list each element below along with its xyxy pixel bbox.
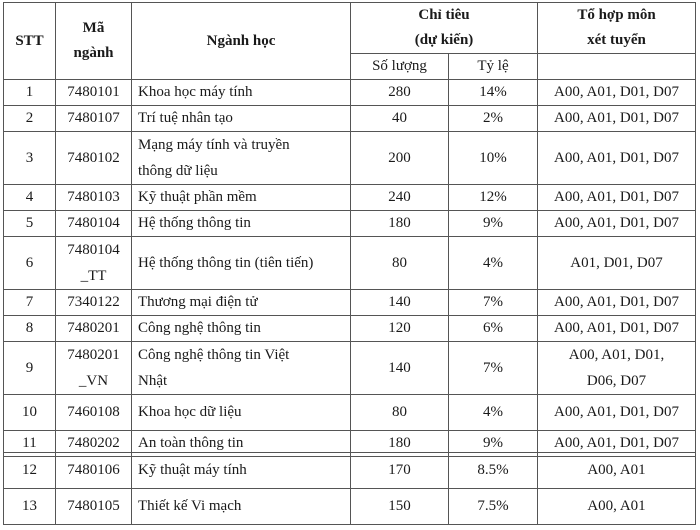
table-row [4, 342, 696, 395]
cell-stt: 9 [4, 342, 56, 395]
cell-ty-le: 10% [449, 132, 538, 185]
admissions-table [3, 2, 696, 457]
header-row [4, 3, 696, 54]
cell-nganh-hoc: Khoa học dữ liệu [132, 395, 351, 431]
cell-ty-le: 9% [449, 431, 538, 457]
cell-nganh-hoc: Thương mại điện tử [132, 290, 351, 316]
table-row [4, 453, 696, 489]
cell-so-luong: 140 [351, 290, 449, 316]
cell-ma-nganh: 7480105 [56, 489, 132, 525]
cell-to-hop: A00, A01 [538, 489, 696, 525]
cell-to-hop: A00, A01, D01, D07 [538, 290, 696, 316]
table-row [4, 237, 696, 290]
cell-to-hop: A00, A01, D01, D07 [538, 211, 696, 237]
cell-nganh-hoc: Khoa học máy tính [132, 80, 351, 106]
cell-ty-le: 12% [449, 185, 538, 211]
cell-stt: 4 [4, 185, 56, 211]
cell-ma-nganh: 7480102 [56, 132, 132, 185]
cell-to-hop: A00, A01, D01, D07 [538, 185, 696, 211]
cell-so-luong: 140 [351, 342, 449, 395]
cell-ty-le: 6% [449, 316, 538, 342]
cell-stt: 7 [4, 290, 56, 316]
cell-so-luong: 200 [351, 132, 449, 185]
cell-to-hop: A00, A01, D01, D07 [538, 106, 696, 132]
cell-stt: 13 [4, 489, 56, 525]
cell-so-luong: 180 [351, 211, 449, 237]
cell-ma-nganh: 7480101 [56, 80, 132, 106]
cell-nganh-hoc: Trí tuệ nhân tạo [132, 106, 351, 132]
table-row [4, 80, 696, 106]
cell-so-luong: 40 [351, 106, 449, 132]
cell-ty-le: 7% [449, 290, 538, 316]
cell-nganh-hoc: Công nghệ thông tin Việt Nhật [132, 342, 351, 395]
cell-ma-nganh: 7460108 [56, 395, 132, 431]
cell-stt: 12 [4, 453, 56, 489]
header-to-hop: Tổ hợp môn xét tuyển [538, 3, 696, 54]
cell-ty-le: 2% [449, 106, 538, 132]
cell-ty-le: 7% [449, 342, 538, 395]
cell-nganh-hoc: Mạng máy tính và truyền thông dữ liệu [132, 132, 351, 185]
table-row [4, 489, 696, 525]
cell-to-hop: A00, A01 [538, 453, 696, 489]
cell-ty-le: 8.5% [449, 453, 538, 489]
cell-to-hop: A00, A01, D01, D07 [538, 132, 696, 185]
admissions-table-continued [3, 452, 696, 525]
cell-nganh-hoc: Thiết kế Vi mạch [132, 489, 351, 525]
cell-so-luong: 280 [351, 80, 449, 106]
header-nganh-hoc: Ngành học [132, 3, 351, 80]
header-ty-le: Tỷ lệ [449, 54, 538, 80]
cell-nganh-hoc: Kỹ thuật máy tính [132, 453, 351, 489]
cell-stt: 2 [4, 106, 56, 132]
cell-ty-le: 4% [449, 395, 538, 431]
header-stt: STT [4, 3, 56, 80]
cell-nganh-hoc: Công nghệ thông tin [132, 316, 351, 342]
cell-nganh-hoc: An toàn thông tin [132, 431, 351, 457]
cell-ma-nganh: 7480201 _VN [56, 342, 132, 395]
table-row [4, 185, 696, 211]
cell-ma-nganh: 7480104 _TT [56, 237, 132, 290]
cell-ma-nganh: 7340122 [56, 290, 132, 316]
cell-stt: 8 [4, 316, 56, 342]
cell-ma-nganh: 7480202 [56, 431, 132, 457]
cell-ma-nganh: 7480103 [56, 185, 132, 211]
cell-to-hop: A00, A01, D01, D07 [538, 80, 696, 106]
cell-so-luong: 240 [351, 185, 449, 211]
cell-so-luong: 80 [351, 237, 449, 290]
cell-ty-le: 14% [449, 80, 538, 106]
header-empty [538, 54, 696, 80]
table-row [4, 132, 696, 185]
cell-to-hop: A01, D01, D07 [538, 237, 696, 290]
cell-ma-nganh: 7480104 [56, 211, 132, 237]
cell-to-hop: A00, A01, D01, D07 [538, 395, 696, 431]
cell-stt: 11 [4, 431, 56, 457]
header-chi-tieu: Chỉ tiêu (dự kiến) [351, 3, 538, 54]
cell-stt: 3 [4, 132, 56, 185]
table-row [4, 316, 696, 342]
cell-nganh-hoc: Hệ thống thông tin [132, 211, 351, 237]
cell-ma-nganh: 7480201 [56, 316, 132, 342]
cell-to-hop: A00, A01, D01, D07 [538, 316, 696, 342]
table-row [4, 395, 696, 431]
cell-so-luong: 170 [351, 453, 449, 489]
cell-stt: 10 [4, 395, 56, 431]
header-so-luong: Số lượng [351, 54, 449, 80]
cell-stt: 1 [4, 80, 56, 106]
table-row [4, 290, 696, 316]
cell-so-luong: 120 [351, 316, 449, 342]
cell-ty-le: 4% [449, 237, 538, 290]
header-ma-nganh: Mã ngành [56, 3, 132, 80]
cell-ma-nganh: 7480106 [56, 453, 132, 489]
cell-nganh-hoc: Hệ thống thông tin (tiên tiến) [132, 237, 351, 290]
cell-to-hop: A00, A01, D01, D06, D07 [538, 342, 696, 395]
cell-so-luong: 80 [351, 395, 449, 431]
cell-ty-le: 9% [449, 211, 538, 237]
cell-ma-nganh: 7480107 [56, 106, 132, 132]
cell-stt: 5 [4, 211, 56, 237]
cell-so-luong: 150 [351, 489, 449, 525]
cell-so-luong: 180 [351, 431, 449, 457]
cell-ty-le: 7.5% [449, 489, 538, 525]
table-row [4, 211, 696, 237]
cell-stt: 6 [4, 237, 56, 290]
table-row [4, 106, 696, 132]
cell-nganh-hoc: Kỹ thuật phần mềm [132, 185, 351, 211]
cell-to-hop: A00, A01, D01, D07 [538, 431, 696, 457]
